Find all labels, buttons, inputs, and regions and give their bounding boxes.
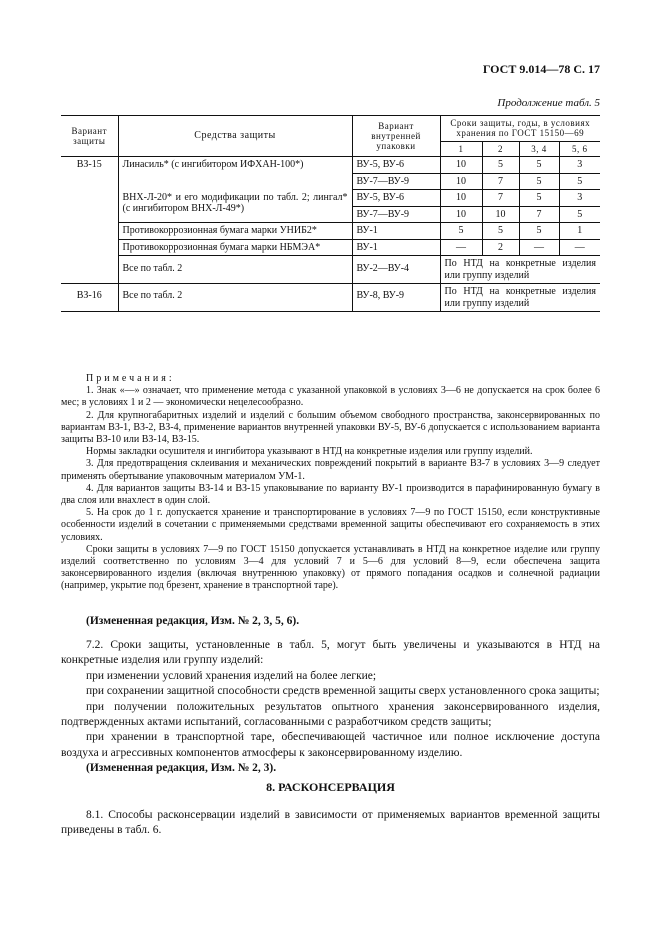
paragraph-7-2 [61,638,600,777]
means-cell: ВНХ-Л-20* и его модификации по табл. 2; лингал* (с ингибитором ВНХ-Л-49*) [118,190,352,223]
edition-note-1 [61,614,600,629]
span-cell: По НТД на конкретные изделия или группу изделий [440,256,600,284]
subheader-3-4: 3, 4 [519,141,559,156]
value-cell: 5 [559,206,600,223]
edition-note-2: (Измененная редакция, Изм. № 2, 3). [86,762,277,775]
value-cell: 5 [482,157,519,174]
value-cell: 10 [482,206,519,223]
p72-item: при хранении в транспортной таре, обеспечивающей частичное или полное исключение доступа воздуха и агрессивных компонентов атмосферы к законсервированному изделию. [61,731,600,759]
note-item: 4. Для вариантов защиты ВЗ-14 и ВЗ-15 упаковывание по варианту ВУ-1 производится в парафинированную бумагу в два слоя или внахлест в один слой. [61,482,600,507]
value-cell: 10 [440,190,482,207]
table-continuation-label: Продолжение табл. 5 [497,97,600,109]
value-cell: — [440,239,482,256]
note-item: Нормы закладки осушителя и ингибитора указывают в НТД на конкретные изделия или группу изделий. [86,446,533,458]
note-item: 1. Знак «—» означает, что применение метода с указанной упаковкой в условиях 3—6 не допускается на срок более 6 мес; в условиях 1 и 2 — экономически нецелесообразно. [61,385,600,409]
subheader-5-6: 5, 6 [559,141,600,156]
value-cell: 10 [440,173,482,190]
p72-item: при изменении условий хранения изделий на более легкие; [86,669,377,682]
note-item: 5. На срок до 1 г. допускается хранение и транспортирование в условиях 7—9 по ГОСТ 15150, если конструктивные особенности изделий в сочетании с применяемыми средствами временной защиты обеспечивают его сохраняемость в этих условиях. [61,507,600,543]
value-cell: 5 [519,173,559,190]
header-inner-pack: Вариант внутренней упаковки [352,116,440,157]
table-row [61,157,600,174]
table-row [61,190,600,207]
value-cell: 7 [482,190,519,207]
means-cell: Все по табл. 2 [118,284,352,312]
inner-cell: ВУ-7—ВУ-9 [352,206,440,223]
subheader-2: 2 [482,141,519,156]
value-cell: 2 [482,239,519,256]
span-cell: По НТД на конкретные изделия или группу изделий [440,284,600,312]
value-cell: 3 [559,190,600,207]
p72-intro: 7.2. Сроки защиты, установленные в табл. 5, могут быть увеличены и указываются в НТД на конкретные изделия или группу изделий: [61,639,600,667]
inner-cell: ВУ-2—ВУ-4 [352,256,440,284]
inner-cell: ВУ-7—ВУ-9 [352,173,440,190]
value-cell: 5 [519,157,559,174]
note-item: 2. Для крупногабаритных изделий и изделий с большим объемом свободного пространства, законсервированных по вариантам ВЗ-1, ВЗ-2, ВЗ-4, применение вариантов внутренней упаковки ВУ-5, ВУ-6 допускается с использованием варианта защиты ВЗ-10 или ВЗ-14, ВЗ-15. [61,409,600,446]
value-cell: 3 [559,157,600,174]
note-item: Сроки защиты в условиях 7—9 по ГОСТ 15150 допускается устанавливать в НТД на конкретное изделие или группу изделий соответственно по условиям 3—4 для условий 7 и 5—6 для условий 8—9, если обеспечена защита законсервированного изделия (включая внутреннюю упаковку) от прямого попадания осадков и солнечной радиации (например, укрытие под брезент, хранение в транспортной таре). [61,543,600,592]
variant-cell: ВЗ-16 [61,284,118,312]
means-cell: Противокоррозионная бумага марки УНИБ2* [118,223,352,240]
value-cell: 5 [519,190,559,207]
header-variant: Вариант защиты [61,116,118,157]
table-row [61,239,600,256]
variant-cell: ВЗ-15 [61,157,118,284]
means-cell: Противокоррозионная бумага марки НБМЭА* [118,239,352,256]
value-cell: 10 [440,206,482,223]
value-cell: 7 [519,206,559,223]
value-cell: 5 [440,223,482,240]
table-row [61,284,600,312]
notes-title: Примечания: [86,373,175,384]
inner-cell: ВУ-5, ВУ-6 [352,157,440,174]
table-row [61,256,600,284]
inner-cell: ВУ-1 [352,239,440,256]
header-means: Средства защиты [118,116,352,157]
p81-text: 8.1. Способы расконсервации изделий в зависимости от применяемых вариантов временной защиты приведены в табл. 6. [61,809,600,837]
inner-cell: ВУ-8, ВУ-9 [352,284,440,312]
inner-cell: ВУ-5, ВУ-6 [352,190,440,207]
subheader-1: 1 [440,141,482,156]
header-terms: Сроки защиты, годы, в условиях хранения по ГОСТ 15150—69 [440,116,600,142]
value-cell: 10 [440,157,482,174]
note-item: 3. Для предотвращения склеивания и механических повреждений покрытий в варианте ВЗ-7 в условиях 3—9 следует применять обертывание упаковочным материалом УМ-1. [61,458,600,482]
value-cell: — [519,239,559,256]
means-cell: Все по табл. 2 [118,256,352,284]
value-cell: 5 [519,223,559,240]
edition-note-1-text: (Измененная редакция, Изм. № 2, 3, 5, 6). [86,615,300,627]
p72-item: при сохранении защитной способности средств временной защиты сверх установленного срока защиты; [86,685,600,698]
paragraph-8-1 [61,808,600,839]
means-cell: Линасиль* (с ингибитором ИФХАН-100*) [118,157,352,190]
value-cell: — [559,239,600,256]
value-cell: 5 [559,173,600,190]
table-row [61,223,600,240]
notes-block [61,373,600,593]
value-cell: 5 [482,223,519,240]
table-5 [61,115,600,312]
section-8-title: 8. РАСКОНСЕРВАЦИЯ [266,780,395,794]
value-cell: 1 [559,223,600,240]
value-cell: 7 [482,173,519,190]
inner-cell: ВУ-1 [352,223,440,240]
page-header: ГОСТ 9.014—78 С. 17 [482,62,600,76]
p72-item: при получении положительных результатов опытного хранения законсервированного изделия, подтвержденных актами испытаний, согласованными с разработчиком средств защиты; [61,700,600,729]
